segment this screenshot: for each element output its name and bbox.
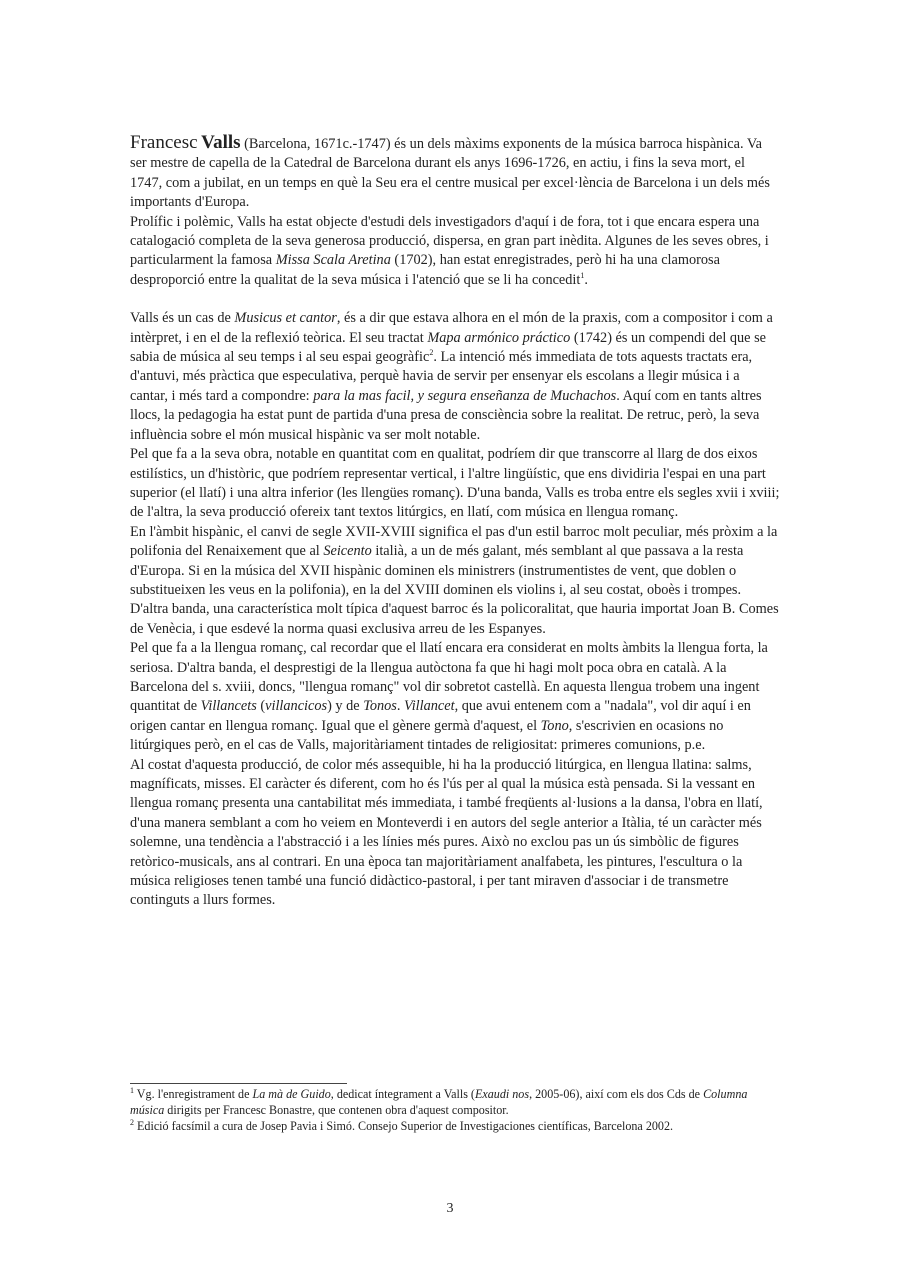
italic-term: Tono [540,717,569,734]
italic-term: Villancets [200,698,257,715]
text-run: , és a dir que estava alhora en el món de la praxis, com a compositor i com a intèrpret, i en el de la reflexió teòrica. El seu tractat [130,310,773,346]
italic-title: La mà de Guido [252,1087,331,1101]
text-run: . [584,271,588,288]
text-run: Pel que fa a la seva obra, notable en quantitat com en qualitat, podríem dir que transcorre al llarg de dos eixos estilístics, un d'històric, que podríem representar vertical, i l'altre lingüístic, que ens dividiria l'espai en una part superior (el llatí) i una altra inferior (les llengües romanç). D'una banda, Valls es troba entre els segles xvii i xviii; de l'altra, la seva producció ofereix tant textos litúrgics, en llatí, com música en llengua romanç. [130,446,780,521]
footnote-ref[interactable]: 2 [429,348,434,358]
text-run: ) y de [327,698,364,715]
text-run: , que avui entenem com a "nadala", vol dir aquí i en origen cantar en llengua romanç. Igual que el gènere germà d'aquest, el [130,698,751,734]
body-text [130,133,780,911]
paragraph-intro [130,133,780,213]
text-run: Valls és un cas de [130,310,235,327]
paragraph-musicus [130,309,780,445]
italic-title: Columna música [130,1087,748,1117]
paragraph-liturgica [130,756,780,911]
italic-title: Mapa armónico práctico [427,329,571,346]
italic-term: Musicus et cantor [234,310,337,327]
text-run: . La intenció més immediata de tots aquests tractats era, d'antuvi, més pràctica que especulativa, perquè havia de servir per ensenyar els escolans a llegir música i a cantar, i més tard a compondre: [130,349,753,404]
text-run: Edició facsímil a cura de Josep Pavia i Simó. Consejo Superior de Investigaciones científicas, Barcelona 2002. [134,1119,674,1133]
paragraph-ambit [130,523,780,639]
italic-title: Missa Scala Aretina [275,252,391,269]
text-run: Prolífic i polèmic, Valls ha estat objecte d'estudi dels investigadors d'aquí i de fora, tot i que encara espera una catalogació completa de la seva generosa producció, dispersa, en gran part inèdita. Algunes de les seves obres, i particularment la famosa [130,213,769,269]
author-given-name: Francesc [130,132,198,153]
paragraph-obra [130,445,780,523]
italic-title: Exaudi nos [474,1087,530,1101]
text-run: , 2005-06), així com els dos Cds de [529,1087,704,1101]
text-run: En l'àmbit hispànic, el canvi de segle XVII-XVIII significa el pas d'un estil barroc molt peculiar, més pròxim a la polifonia del Renaixement que al [130,523,778,560]
text-run: , s'escrivien en ocasions no litúrgiques però, en el cas de Valls, majoritàriament tintades de religiositat: primeres comunions, p.e. [130,717,724,754]
footnote-2 [130,1118,780,1134]
text-run: italià, a un de més galant, més semblant al que passava a la resta d'Europa. Si en la música del XVII hispànic dominen els ministrers (instrumentistes de vent, que doblen o substitueixen les veus en la polifonia), en la del XVIII dominen els violins i, al seu costat, oboès i trompes. D'altra banda, una característica molt típica d'aquest barroc és la policoralitat, que hauria importat Joan B. Comes de Venècia, i que esdevé la norma quasi exclusiva arreu de les Espanyes. [130,543,779,637]
text-run: Al costat d'aquesta producció, de color més assequible, hi ha la producció litúrgica, en llengua llatina: salms, magníficats, misses. El caràcter és diferent, com ho és l'ús per al qual la música està pensada. Si la vessant en llengua romanç presenta una cantabilitat més immediata, i també freqüents al·lusions a la dansa, l'obra en llatí, d'una manera semblant a com ho veiem en Monteverdi i en autors del segle anterior a Itàlia, té un caràcter més solemne, una tendència a l'abstracció i a les línies més pures. Això no exclou pas un ús simbòlic de figures retòrico-musicals, ans al contrari. En una època tan majoritàriament analfabeta, les pintures, l'escultura o la música religioses tenen també una funció didàctico-pastoral, i per tant miraven d'associar i de transmetre continguts a llurs formes. [130,756,763,909]
text-run: (1702), han estat enregistrades, però hi ha una clamorosa desproporció entre la qualitat de la seva música i l'atenció que se li ha concedit [130,252,720,288]
footnote-divider [130,1083,347,1084]
footnotes [130,1086,780,1134]
paragraph-llengua [130,639,780,755]
text-run: (Barcelona, 1671c.-1747) és un dels màxims exponents de la música barroca hispànica. Va ser mestre de capella de la Catedral de Barcelona durant els anys 1696-1726, en actiu, i fins la seva mort, el 1747, com a jubilat, en un temps en què la Seu era el centre musical per excel·lència de Barcelona i un dels més importants d'Europa. [130,136,770,211]
italic-term: Seicento [323,543,372,560]
page-number: 3 [446,1201,454,1216]
text-run: dirigits per Francesc Bonastre, que contenen obra d'aquest compositor. [164,1103,509,1117]
paragraph-prolific [130,213,780,291]
footnote-number: 1 [130,1085,134,1095]
footnote-number: 2 [130,1117,134,1127]
text-run: ( [256,698,266,715]
text-run: , dedicat íntegrament a Valls ( [330,1087,475,1101]
italic-term: Villancet [404,698,455,715]
footnote-1 [130,1086,780,1118]
italic-term: Tonos [363,698,397,715]
text-run: Pel que fa a la llengua romanç, cal recordar que el llatí encara era considerat en molts àmbits la llengua forta, la seriosa. D'altra banda, el desprestigi de la llengua autòctona fa que hi hagi molt poca obra en català. A la Barcelona del s. xviii, doncs, "llengua romanç" vol dir sobretot castellà. En aquesta llengua trobem una ingent quantitat de [130,640,768,715]
text-run: Vg. l'enregistrament de [134,1087,253,1101]
text-run: . Aquí com en tants altres llocs, la pedagogia ha estat punt de partida d'una presa de consciència sobre la realitat. De retruc, però, la seva influència sobre el món musical hispànic va ser molt notable. [130,387,762,443]
text-run: . [396,698,405,715]
text-run: (1742) és un compendi del que se sabia de música al seu temps i al seu espai geogràfic [130,329,767,366]
italic-quote: para la mas facil, y segura enseñanza de Muchachos [313,387,617,404]
italic-term: villancicos [265,698,328,715]
footnote-ref[interactable]: 1 [580,271,585,281]
author-surname: Valls [201,132,241,153]
